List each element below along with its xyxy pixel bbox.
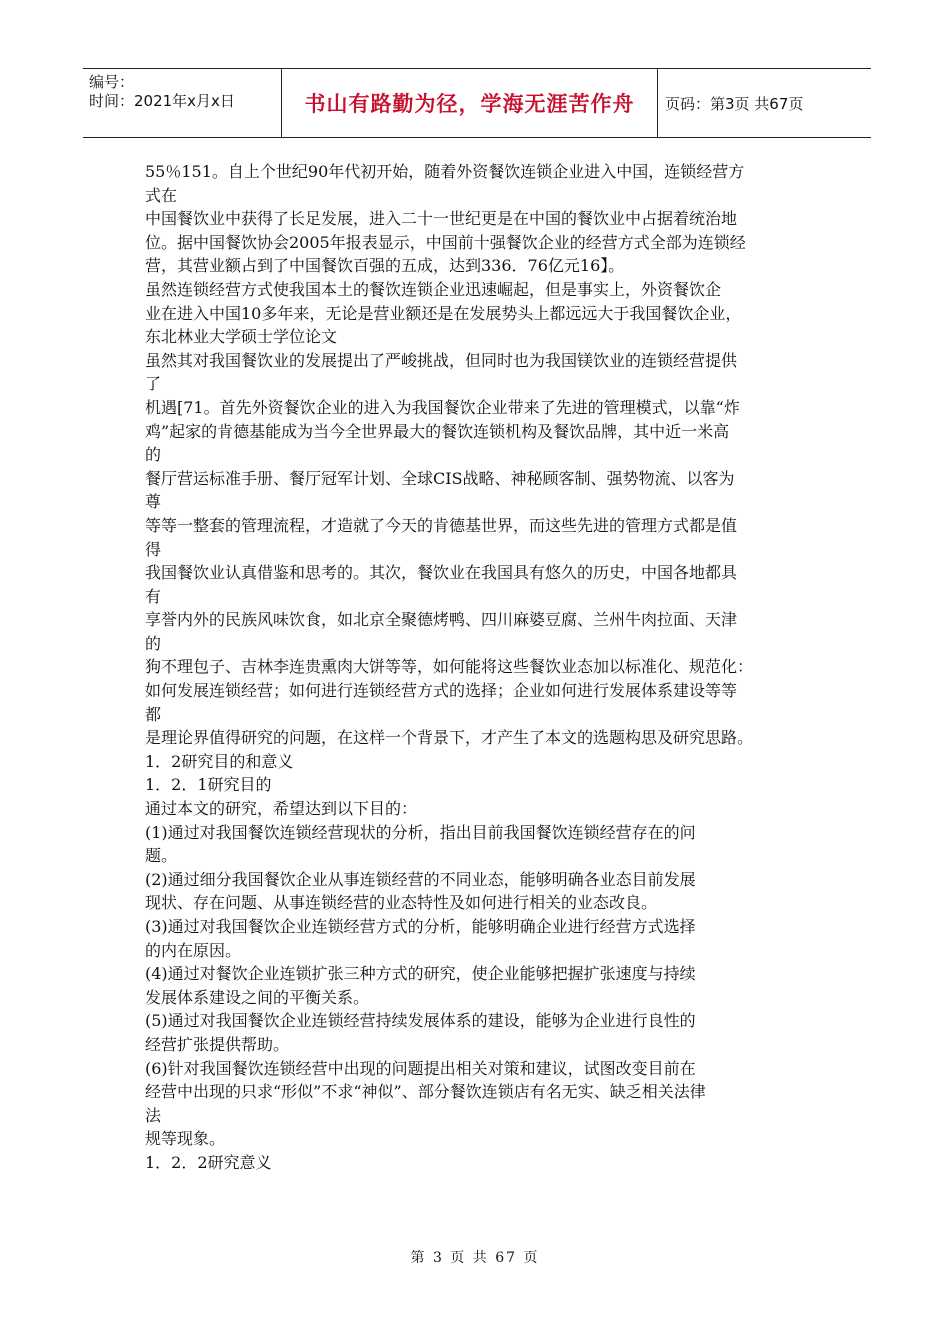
body-line: 尊 (145, 492, 162, 512)
body-line: 有 (145, 586, 162, 606)
body-line: 了 (145, 374, 162, 394)
header-motto: 书山有路勤为径，学海无涯苦作舟 (304, 92, 635, 116)
body-line: 如何发展连锁经营；如何进行连锁经营方式的选择；企业如何进行发展体系建设等等 (145, 681, 738, 701)
body-line: 的 (145, 633, 162, 653)
body-line: 通过本文的研究，希望达到以下目的： (145, 799, 418, 819)
body-line: 位。据中国餐饮协会2005年报表显示，中国前十强餐饮企业的经营方式全部为连锁经 (145, 232, 746, 252)
body-line: 东北林业大学硕士学位论文 (145, 327, 338, 347)
body-line: 的 (145, 445, 162, 465)
document-number-label: 编号： (89, 73, 135, 91)
body-line: (1)通过对我国餐饮连锁经营现状的分析，指出目前我国餐饮连锁经营存在的问 (145, 822, 696, 842)
subsection-heading: 1．2．2研究意义 (145, 1152, 272, 1172)
body-line: 55％151。自上个世纪90年代初开始，随着外资餐饮连锁企业进入中国，连锁经营方 (145, 162, 745, 181)
body-line: 营，其营业额占到了中国餐饮百强的五成，达到336．76亿元16】。 (145, 256, 625, 276)
body-line: 等等一整套的管理流程，才造就了今天的肯德基世界，而这些先进的管理方式都是值 (145, 515, 738, 535)
body-line: 发展体系建设之间的平衡关系。 (145, 987, 370, 1007)
body-line: 法 (145, 1105, 162, 1125)
body-line: 规等现象。 (145, 1129, 226, 1149)
body-line: 餐厅营运标准手册、餐厅冠军计划、全球CIS战略、神秘顾客制、强势物流、以客为 (145, 468, 735, 488)
body-line: 狗不理包子、吉林李连贵熏肉大饼等等，如何能将这些餐饮业态加以标准化、规范化： (145, 657, 754, 677)
body-line: 经营扩张提供帮助。 (145, 1034, 290, 1054)
header-divider (657, 69, 658, 137)
body-line: 机遇[71。首先外资餐饮企业的进入为我国餐饮企业带来了先进的管理模式，以靠“炸 (145, 397, 740, 417)
page-footer: 第 3 页 共 67 页 (410, 1250, 540, 1266)
body-line: (3)通过对我国餐饮企业连锁经营方式的分析，能够明确企业进行经营方式选择 (145, 917, 696, 936)
body-line: 享誉内外的民族风味饮食，如北京全聚德烤鸭、四川麻婆豆腐、兰州牛肉拉面、天津 (145, 610, 738, 630)
document-date-label: 时间：2021年x月x日 (89, 92, 235, 110)
subsection-heading: 1．2．1研究目的 (145, 775, 272, 795)
body-line: 中国餐饮业中获得了长足发展，进入二十一世纪更是在中国的餐饮业中占据着统治地 (145, 209, 738, 229)
header-meta (89, 73, 235, 111)
body-line: (2)通过细分我国餐饮企业从事连锁经营的不同业态，能够明确各业态目前发展 (145, 869, 696, 889)
body-line: 经营中出现的只求“形似”不求“神似”、部分餐饮连锁店有名无实、缺乏相关法律 (145, 1082, 706, 1102)
body-line: 题。 (145, 846, 178, 866)
document-body (145, 160, 815, 1175)
body-line: 得 (145, 539, 162, 559)
header-page-info: 页码：第3页 共67页 (665, 94, 804, 113)
body-line: 鸡”起家的肯德基能成为当今全世界最大的餐饮连锁机构及餐饮品牌，其中近一米高 (145, 421, 730, 441)
body-line: (6)针对我国餐饮连锁经营中出现的问题提出相关对策和建议，试图改变目前在 (145, 1058, 696, 1078)
body-line: 现状、存在问题、从事连锁经营的业态特性及如何进行相关的业态改良。 (145, 893, 658, 913)
body-line: 业在进入中国10多年来，无论是营业额还是在发展势头上都远远大于我国餐饮企业， (145, 303, 742, 323)
body-line: 虽然连锁经营方式使我国本土的餐饮连锁企业迅速崛起，但是事实上，外资餐饮企 (145, 279, 722, 299)
body-line: 虽然其对我国餐饮业的发展提出了严峻挑战，但同时也为我国镁饮业的连锁经营提供 (145, 350, 738, 370)
body-line: 都 (145, 704, 162, 724)
body-line: 是理论界值得研究的问题，在这样一个背景下，才产生了本文的选题构思及研究思路。 (145, 728, 754, 748)
section-heading: 1．2研究目的和意义 (145, 751, 294, 771)
body-line: 我国餐饮业认真借鉴和思考的。其次，餐饮业在我国具有悠久的历史，中国各地都具 (145, 563, 738, 583)
body-line: 式在 (145, 185, 178, 205)
body-line: 的内在原因。 (145, 940, 242, 960)
body-line: (5)通过对我国餐饮企业连锁经营持续发展体系的建设，能够为企业进行良性的 (145, 1011, 696, 1031)
body-line: (4)通过对餐饮企业连锁扩张三种方式的研究，使企业能够把握扩张速度与持续 (145, 964, 696, 984)
page-header (83, 68, 871, 138)
